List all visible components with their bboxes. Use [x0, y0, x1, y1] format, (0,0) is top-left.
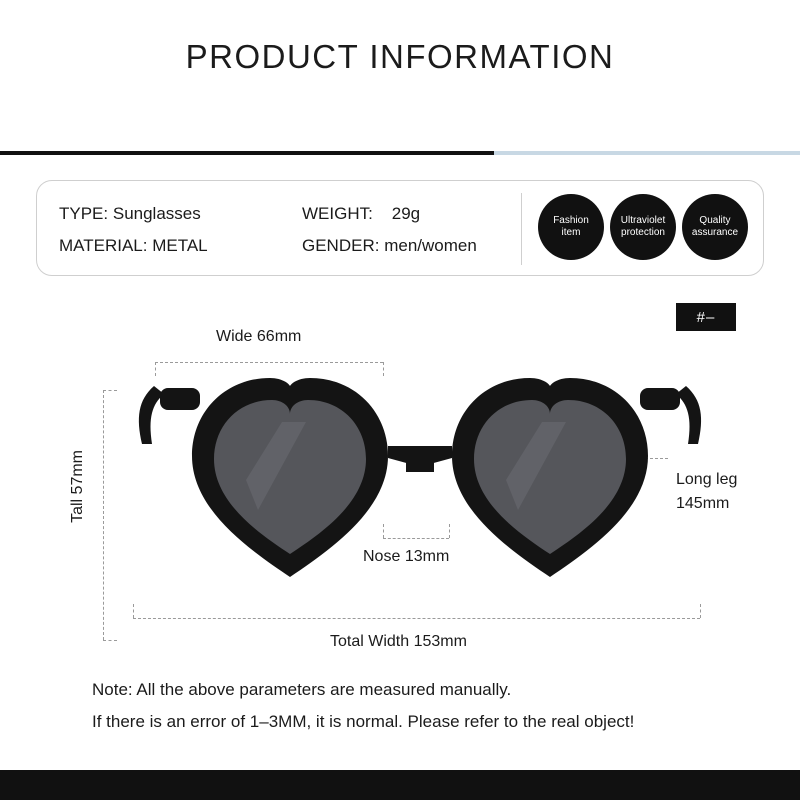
- badge-uv-protection-line2: protection: [621, 227, 665, 238]
- wide-label-value: 66mm: [256, 328, 302, 345]
- tall-guide-tick-top: [103, 390, 117, 391]
- badge-uv-protection-line1: Ultraviolet: [620, 215, 666, 226]
- long-leg-label: [676, 468, 766, 516]
- badge-quality-assurance-line2: assurance: [691, 227, 739, 238]
- spec-gender-value: men/women: [384, 236, 477, 255]
- spec-divider: [521, 193, 522, 265]
- badge-fashion-item-line1: Fashion: [553, 215, 589, 226]
- badge-quality-assurance-line1: Quality: [699, 215, 731, 226]
- spec-gender: [302, 236, 477, 256]
- badge-quality-assurance: [682, 194, 748, 260]
- header-rule-dark: [0, 151, 494, 155]
- spec-material: [59, 236, 208, 256]
- header-rule-light: [494, 151, 800, 155]
- spec-box: [36, 180, 764, 276]
- total-width-label-value: 153mm: [413, 633, 467, 650]
- spec-material-value: METAL: [152, 236, 208, 255]
- spec-type-value: Sunglasses: [112, 204, 201, 223]
- tall-guide-tick-bottom: [103, 640, 117, 641]
- badge-fashion-item-line2: item: [561, 227, 581, 238]
- note-line-2: If there is an error of 1–3MM, it is normal. Please refer to the real object!: [92, 712, 635, 731]
- page-title: PRODUCT INFORMATION: [185, 38, 615, 75]
- long-leg-label-text: Long leg: [676, 471, 738, 488]
- wide-label-text: Wide: [216, 328, 253, 345]
- tall-guide-line: [103, 390, 104, 640]
- total-width-label: [330, 633, 467, 651]
- spec-weight-value: 29g: [391, 204, 421, 223]
- note-line-1: Note: All the above parameters are measured manually.: [92, 680, 512, 699]
- badge-uv-protection: [610, 194, 676, 260]
- tall-label-value: 57mm: [69, 450, 86, 495]
- wide-label: [216, 328, 301, 346]
- bottom-bar: [0, 770, 800, 800]
- spec-weight: [302, 204, 420, 224]
- nose-label: [363, 548, 449, 566]
- badge-fashion-item: [538, 194, 604, 260]
- nose-label-text: Nose: [363, 548, 401, 565]
- nose-label-value: 13mm: [404, 548, 450, 565]
- tall-label-text: Tall: [69, 498, 86, 523]
- model-tag: #–: [676, 303, 736, 331]
- spec-gender-label: GENDER:: [302, 236, 380, 255]
- dimension-diagram: [0, 290, 800, 670]
- spec-type-label: TYPE:: [59, 204, 109, 223]
- tall-label: [68, 450, 88, 523]
- spec-type: [59, 204, 201, 224]
- spec-material-label: MATERIAL:: [59, 236, 148, 255]
- spec-weight-label: WEIGHT:: [302, 204, 373, 223]
- long-leg-label-value: 145mm: [676, 495, 730, 512]
- total-width-label-text: Total Width: [330, 633, 410, 650]
- sunglasses-illustration: [130, 360, 710, 620]
